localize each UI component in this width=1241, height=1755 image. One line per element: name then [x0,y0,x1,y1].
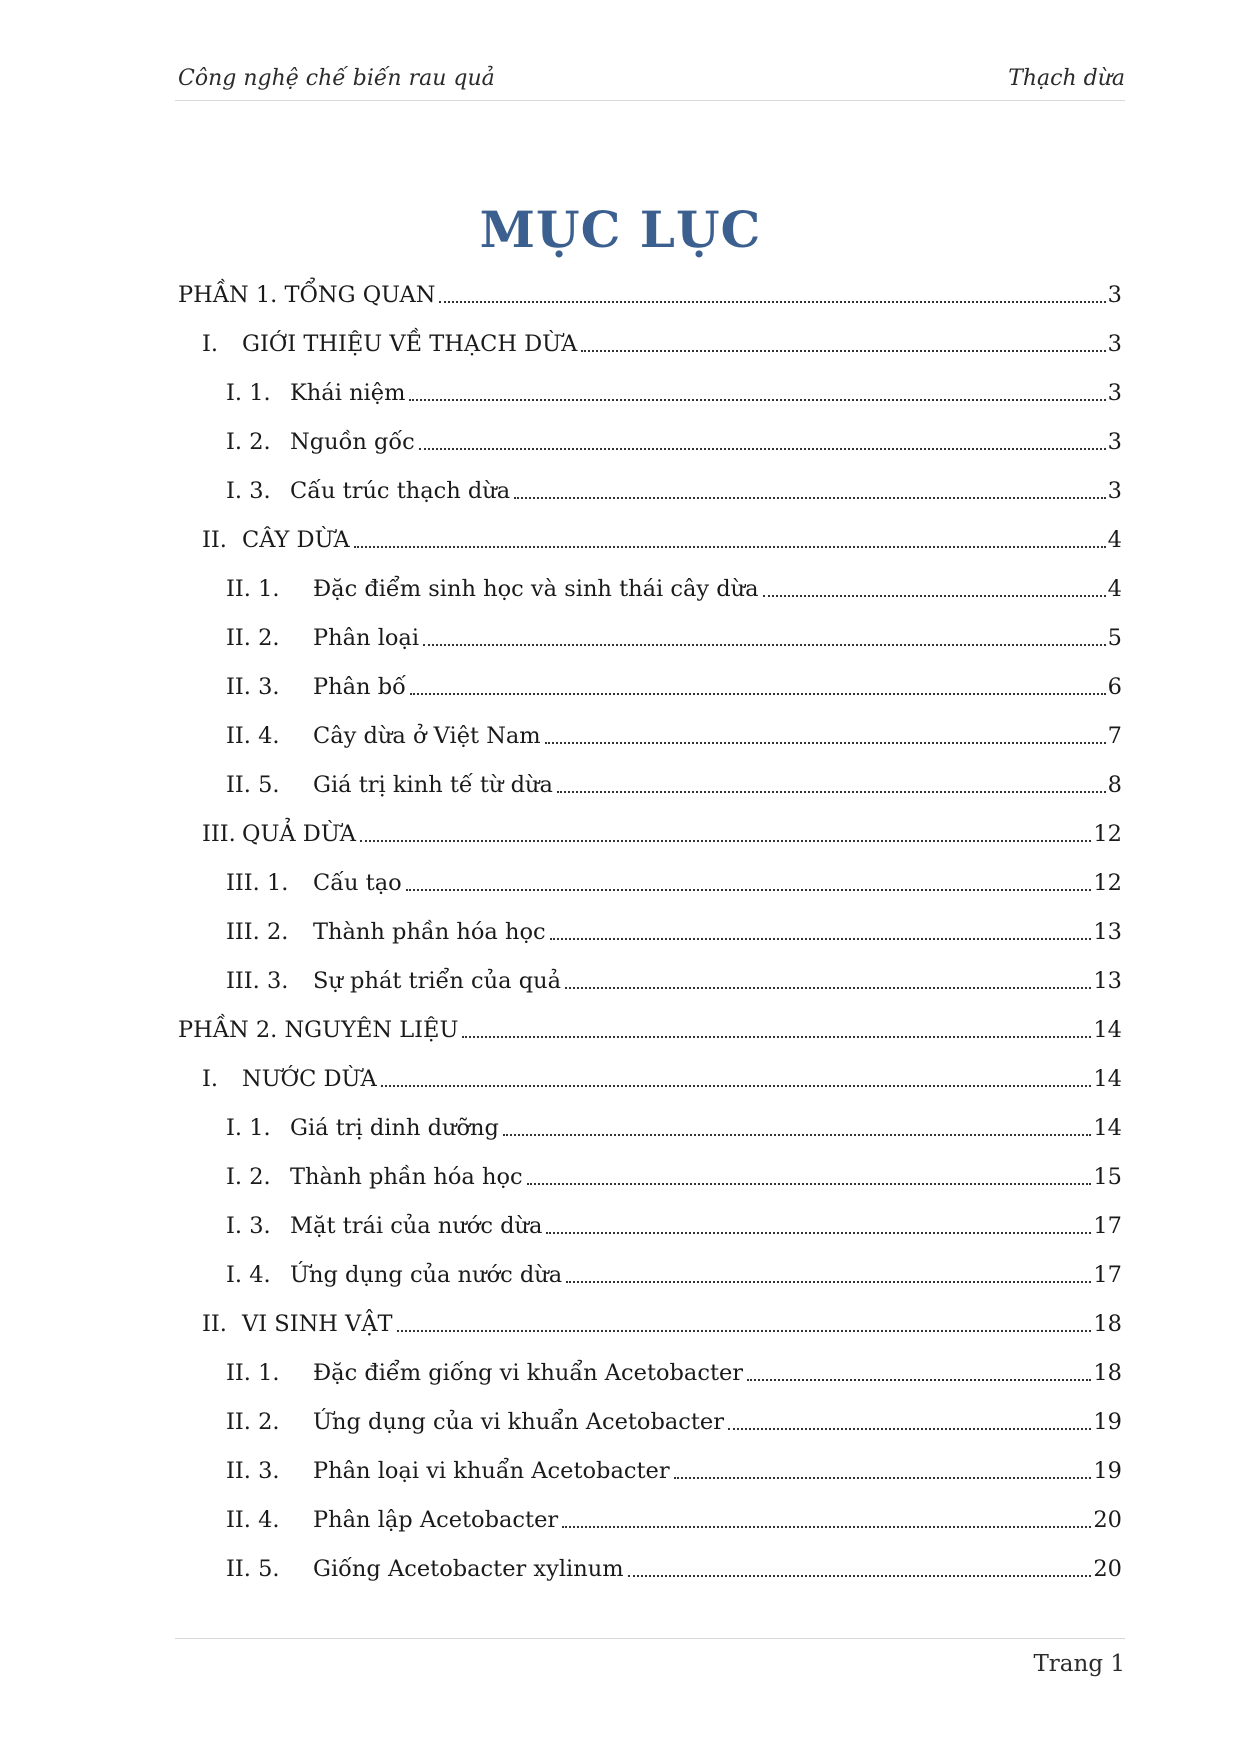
toc-entry-page: 12 [1093,870,1122,896]
toc-leader-dots [462,1035,1091,1038]
toc-entry-text: Cây dừa ở Việt Nam [313,723,541,749]
toc-entry-number: II. [202,527,227,553]
toc-leader-dots [581,349,1105,352]
toc-entry-text: Phân lập Acetobacter [313,1507,559,1533]
toc-entry-subsection[interactable] [226,570,1122,604]
toc-entry-section[interactable] [202,521,1122,555]
toc-entry-page: 5 [1107,625,1122,651]
page-footer [175,1638,1125,1699]
toc-entry-number: II. 3. [226,674,280,700]
toc-entry-page: 6 [1107,674,1122,700]
toc-leader-dots [562,1525,1091,1528]
toc-entry-number: II. 1. [226,576,280,602]
toc-entry-number: I. 1. [226,380,271,406]
toc-leader-dots [354,545,1106,548]
toc-entry-number: III. 1. [226,870,289,896]
toc-entry-number: III. 3. [226,968,289,994]
toc-entry-subsection[interactable] [226,766,1122,800]
toc-entry-number: II. 2. [226,625,280,651]
toc-entry-page: 15 [1093,1164,1122,1190]
toc-entry-subsection[interactable] [226,1452,1122,1486]
toc-entry-page: 13 [1093,919,1122,945]
toc-entry-page: 14 [1093,1066,1122,1092]
toc-entry-text: Ứng dụng của nước dừa [290,1262,563,1288]
toc-entry-text: NƯỚC DỪA [242,1066,377,1092]
toc-entry-page: 17 [1093,1213,1122,1239]
toc-entry-number: III. [202,821,236,847]
toc-entry-page: 3 [1107,331,1122,357]
toc-entry-page: 19 [1093,1409,1122,1435]
toc-entry-subsection[interactable] [226,962,1122,996]
toc-entry-part-1[interactable] [178,276,1122,310]
toc-entry-subsection[interactable] [226,1207,1122,1241]
toc-entry-page: 8 [1107,772,1122,798]
toc-entry-page: 4 [1107,527,1122,553]
toc-entry-text: VI SINH VẬT [242,1311,393,1337]
toc-entry-number: I. 3. [226,478,271,504]
toc-entry-text: Đặc điểm giống vi khuẩn Acetobacter [313,1360,744,1386]
toc-entry-page: 4 [1107,576,1122,602]
toc-entry-text: PHẦN 2. NGUYÊN LIỆU [178,1017,459,1043]
toc-entry-subsection[interactable] [226,1354,1122,1388]
toc-entry-number: II. 5. [226,1556,280,1582]
toc-entry-number: II. 1. [226,1360,280,1386]
toc-entry-page: 3 [1107,282,1122,308]
toc-entry-text: PHẦN 1. TỔNG QUAN [178,282,436,308]
toc-entry-subsection[interactable] [226,1158,1122,1192]
toc-entry-subsection[interactable] [226,864,1122,898]
toc-entry-page: 18 [1093,1360,1122,1386]
toc-entry-page: 20 [1093,1507,1122,1533]
toc-entry-subsection[interactable] [226,619,1122,653]
toc-leader-dots [514,496,1105,499]
toc-leader-dots [728,1427,1091,1430]
toc-entry-page: 19 [1093,1458,1122,1484]
toc-entry-number: I. 1. [226,1115,271,1141]
header-right-text: Thạch dừa [1008,66,1125,91]
toc-entry-page: 3 [1107,380,1122,406]
toc-entry-page: 7 [1107,723,1122,749]
toc-entry-subsection[interactable] [226,1501,1122,1535]
toc-leader-dots [545,741,1106,744]
toc-entry-part-2[interactable] [178,1011,1122,1045]
toc-entry-number: II. 5. [226,772,280,798]
toc-entry-section[interactable] [202,815,1122,849]
toc-entry-page: 20 [1093,1556,1122,1582]
toc-entry-section[interactable] [202,325,1122,359]
toc-entry-section[interactable] [202,1060,1122,1094]
toc-entry-number: I. 3. [226,1213,271,1239]
toc-entry-text: Giá trị kinh tế từ dừa [313,772,553,798]
toc-entry-text: Mặt trái của nước dừa [290,1213,543,1239]
toc-leader-dots [381,1084,1092,1087]
page-header [175,66,1125,101]
toc-entry-number: I. 2. [226,1164,271,1190]
toc-entry-page: 3 [1107,478,1122,504]
toc-entry-number: I. [202,1066,219,1092]
toc-leader-dots [397,1329,1092,1332]
toc-entry-page: 12 [1093,821,1122,847]
toc-entry-page: 18 [1093,1311,1122,1337]
toc-entry-page: 13 [1093,968,1122,994]
toc-entry-text: Cấu trúc thạch dừa [290,478,511,504]
toc-leader-dots [410,692,1106,695]
page-number: Trang 1 [1033,1651,1125,1677]
toc-entry-number: I. [202,331,219,357]
toc-leader-dots [503,1133,1091,1136]
toc-entry-subsection[interactable] [226,423,1122,457]
toc-entry-subsection[interactable] [226,1256,1122,1290]
page-title: MỤC LỤC [479,200,762,259]
toc-leader-dots [527,1182,1092,1185]
toc-entry-subsection[interactable] [226,374,1122,408]
toc-leader-dots [419,447,1106,450]
toc-leader-dots [546,1231,1091,1234]
toc-leader-dots [406,888,1092,891]
toc-entry-section[interactable] [202,1305,1122,1339]
toc-leader-dots [409,398,1105,401]
toc-entry-page: 17 [1093,1262,1122,1288]
toc-entry-subsection[interactable] [226,1403,1122,1437]
toc-entry-subsection[interactable] [226,668,1122,702]
toc-entry-text: QUẢ DỪA [242,821,357,847]
toc-entry-number: II. [202,1311,227,1337]
toc-entry-number: III. 2. [226,919,289,945]
toc-entry-text: Giống Acetobacter xylinum [313,1556,624,1582]
toc-entry-subsection[interactable] [226,1550,1122,1584]
toc-entry-subsection[interactable] [226,472,1122,506]
toc-leader-dots [674,1476,1092,1479]
toc-leader-dots [439,300,1105,303]
toc-entry-text: Thành phần hóa học [290,1164,523,1190]
toc-leader-dots [566,1280,1091,1283]
toc-entry-text: Thành phần hóa học [313,919,546,945]
toc-entry-page: 14 [1093,1115,1122,1141]
toc-entry-text: Nguồn gốc [290,429,415,455]
toc-entry-text: Đặc điểm sinh học và sinh thái cây dừa [313,576,759,602]
toc-entry-text: Sự phát triển của quả [313,968,562,994]
toc-leader-dots [565,986,1091,989]
toc-entry-text: CÂY DỪA [242,527,350,553]
toc-entry-number: I. 2. [226,429,271,455]
toc-entry-number: II. 3. [226,1458,280,1484]
toc-entry-text: Phân loại vi khuẩn Acetobacter [313,1458,670,1484]
toc-entry-page: 14 [1093,1017,1122,1043]
header-left-text: Công nghệ chế biến rau quả [178,66,495,91]
toc-entry-page: 3 [1107,429,1122,455]
toc-leader-dots [550,937,1092,940]
toc-leader-dots [747,1378,1091,1381]
toc-leader-dots [628,1574,1092,1577]
toc-leader-dots [557,790,1106,793]
toc-entry-subsection[interactable] [226,913,1122,947]
toc-entry-subsection[interactable] [226,1109,1122,1143]
toc-entry-text: Phân bố [313,674,406,700]
toc-entry-number: II. 2. [226,1409,280,1435]
toc-leader-dots [423,643,1106,646]
toc-entry-subsection[interactable] [226,717,1122,751]
toc-entry-number: II. 4. [226,723,280,749]
toc-entry-text: Khái niệm [290,380,406,406]
toc-entry-text: Ứng dụng của vi khuẩn Acetobacter [313,1409,724,1435]
toc-entry-text: Cấu tạo [313,870,402,896]
toc-entry-number: I. 4. [226,1262,271,1288]
toc-entry-number: II. 4. [226,1507,280,1533]
toc-entry-text: GIỚI THIỆU VỀ THẠCH DỪA [242,331,578,357]
toc-leader-dots [763,594,1106,597]
toc-entry-text: Giá trị dinh dưỡng [290,1115,499,1141]
toc-leader-dots [360,839,1091,842]
toc-entry-text: Phân loại [313,625,420,651]
